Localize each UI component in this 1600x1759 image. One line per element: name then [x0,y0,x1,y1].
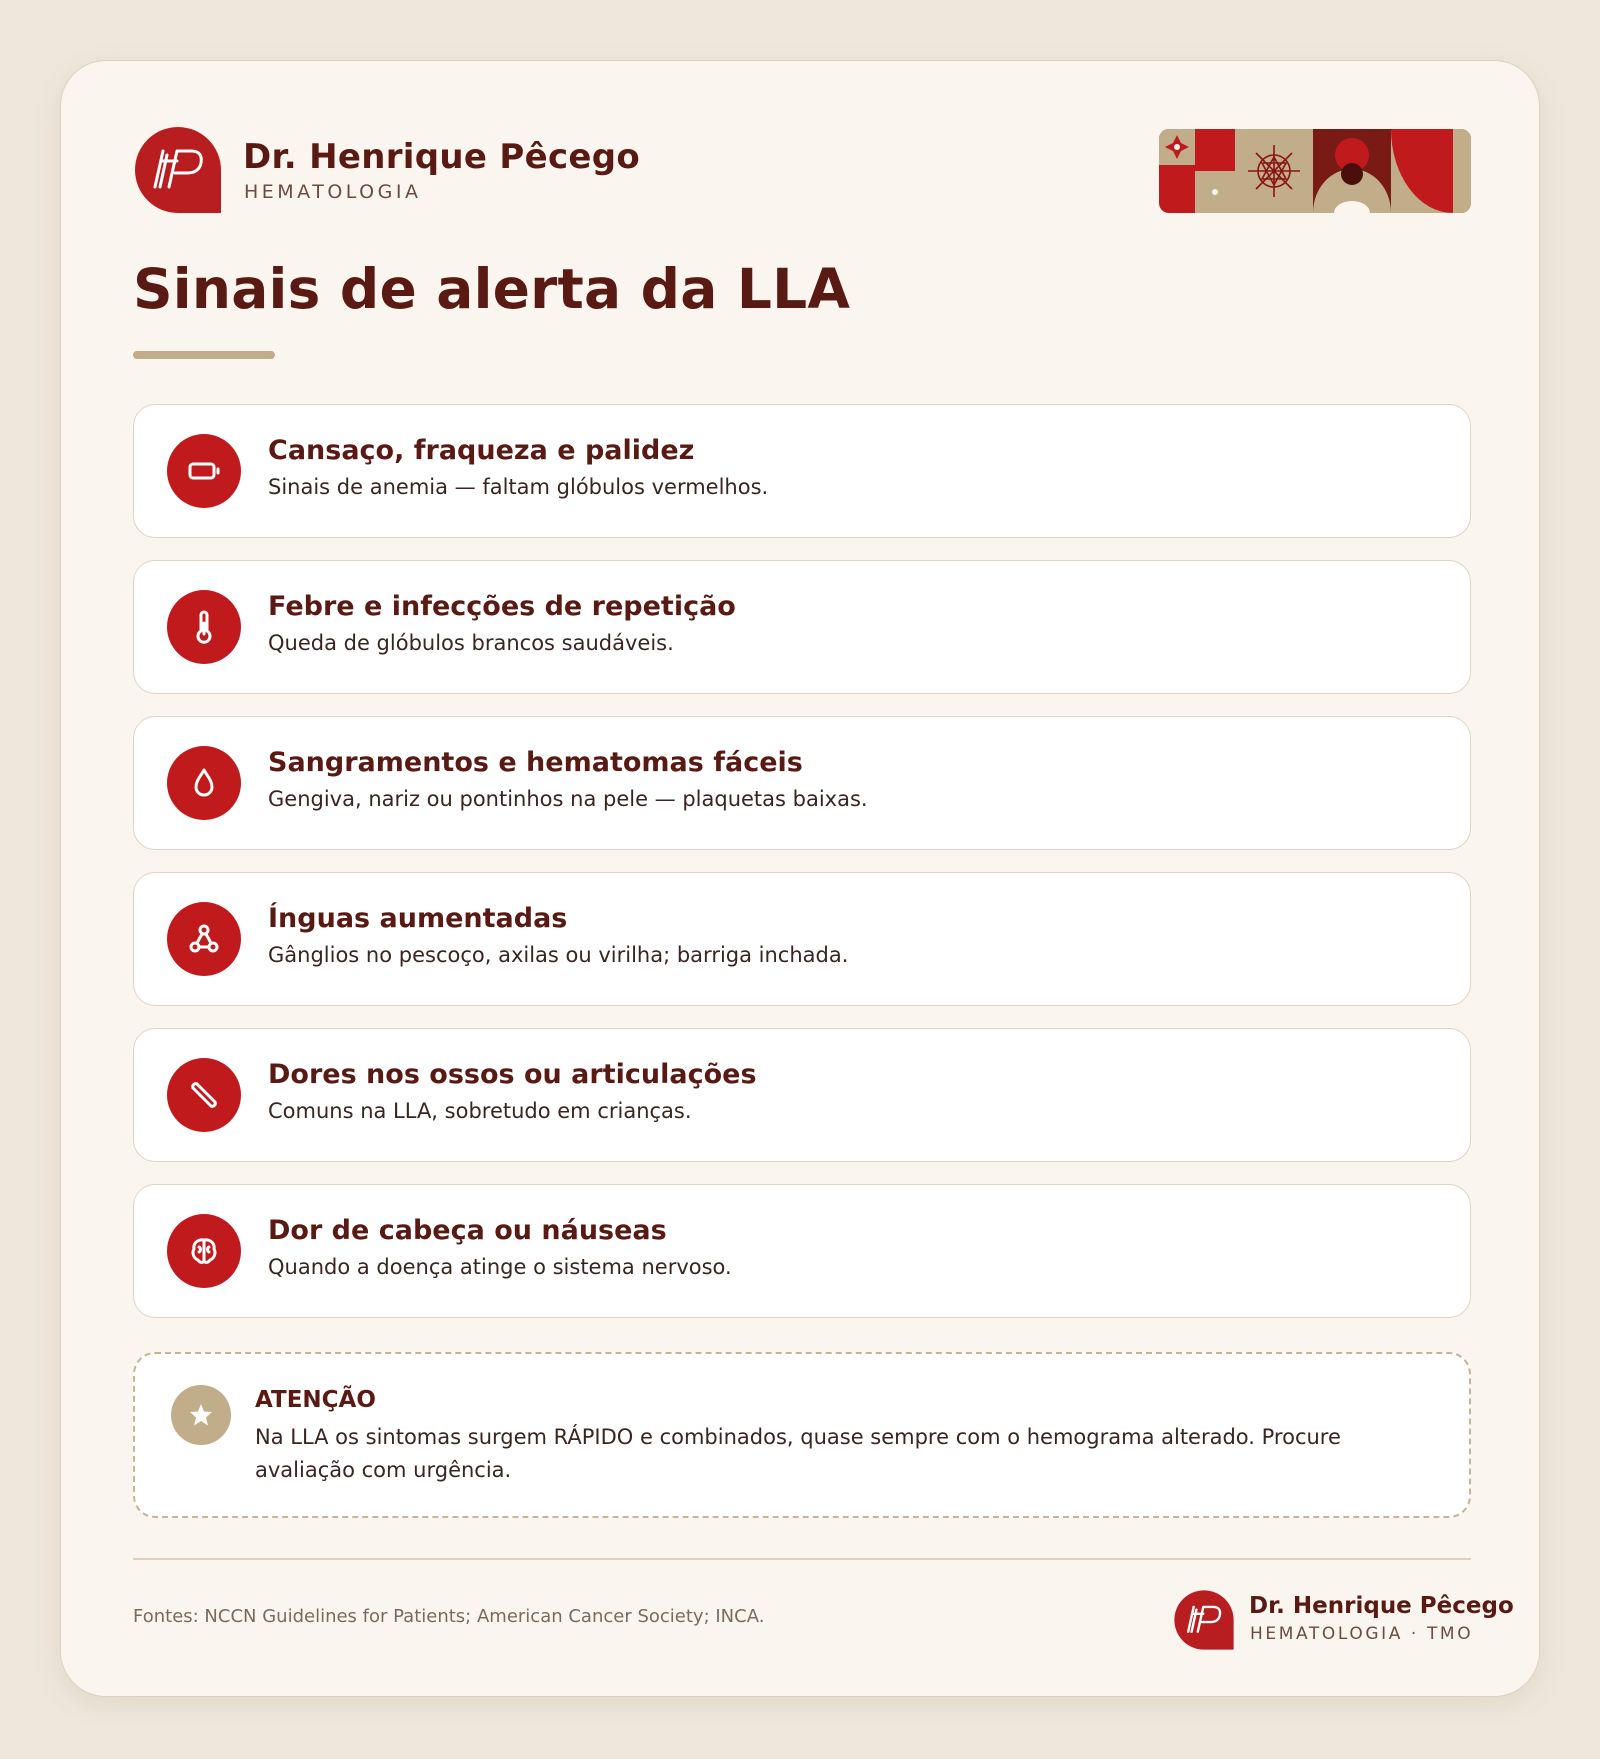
footer-divider [133,1558,1471,1560]
hp-logo-small [1173,1589,1235,1651]
footer-brand-specialty: HEMATOLOGIA · TMO [1250,1624,1474,1644]
symptom-description: Gânglios no pescoço, axilas ou virilha; barriga inchada. [268,943,849,967]
star-icon [171,1385,231,1445]
bone-icon [167,1058,241,1132]
symptom-description: Sinais de anemia — faltam glóbulos vermelhos. [268,475,769,499]
brain-icon [167,1214,241,1288]
symptom-title: Febre e infecções de repetição [268,591,736,622]
hp-logo [133,125,223,215]
symptom-card [133,404,1471,538]
title-underline [133,351,275,359]
page-title: Sinais de alerta da LLA [133,257,851,321]
symptom-card [133,560,1471,694]
warning-title: ATENÇÃO [255,1387,376,1413]
symptom-description: Gengiva, nariz ou pontinhos na pele — plaquetas baixas. [268,787,868,811]
symptom-card [133,872,1471,1006]
battery-low-icon [167,434,241,508]
warning-box [133,1352,1471,1518]
symptom-list [133,404,1471,1340]
symptom-description: Quando a doença atinge o sistema nervoso. [268,1255,732,1279]
infographic-card [60,60,1540,1697]
symptom-title: Ínguas aumentadas [268,903,568,934]
symptom-card [133,716,1471,850]
decorative-pattern [1159,129,1471,213]
brand-specialty: HEMATOLOGIA [244,181,422,203]
warning-text: Na LLA os sintomas surgem RÁPIDO e combinados, quase sempre com o hemograma alterado. Procure avaliação com urgência. [255,1425,1341,1482]
footer-brand-name: Dr. Henrique Pêcego [1249,1593,1514,1619]
blood-drop-icon [167,746,241,820]
symptom-title: Dor de cabeça ou náuseas [268,1215,667,1246]
brand-name: Dr. Henrique Pêcego [243,137,641,177]
lymph-nodes-icon [167,902,241,976]
symptom-card [133,1184,1471,1318]
symptom-title: Dores nos ossos ou articulações [268,1059,757,1090]
thermometer-icon [167,590,241,664]
symptom-title: Sangramentos e hematomas fáceis [268,747,803,778]
symptom-card [133,1028,1471,1162]
symptom-description: Comuns na LLA, sobretudo em crianças. [268,1099,692,1123]
sources-text: Fontes: NCCN Guidelines for Patients; American Cancer Society; INCA. [133,1606,765,1627]
symptom-description: Queda de glóbulos brancos saudáveis. [268,631,674,655]
symptom-title: Cansaço, fraqueza e palidez [268,435,695,466]
